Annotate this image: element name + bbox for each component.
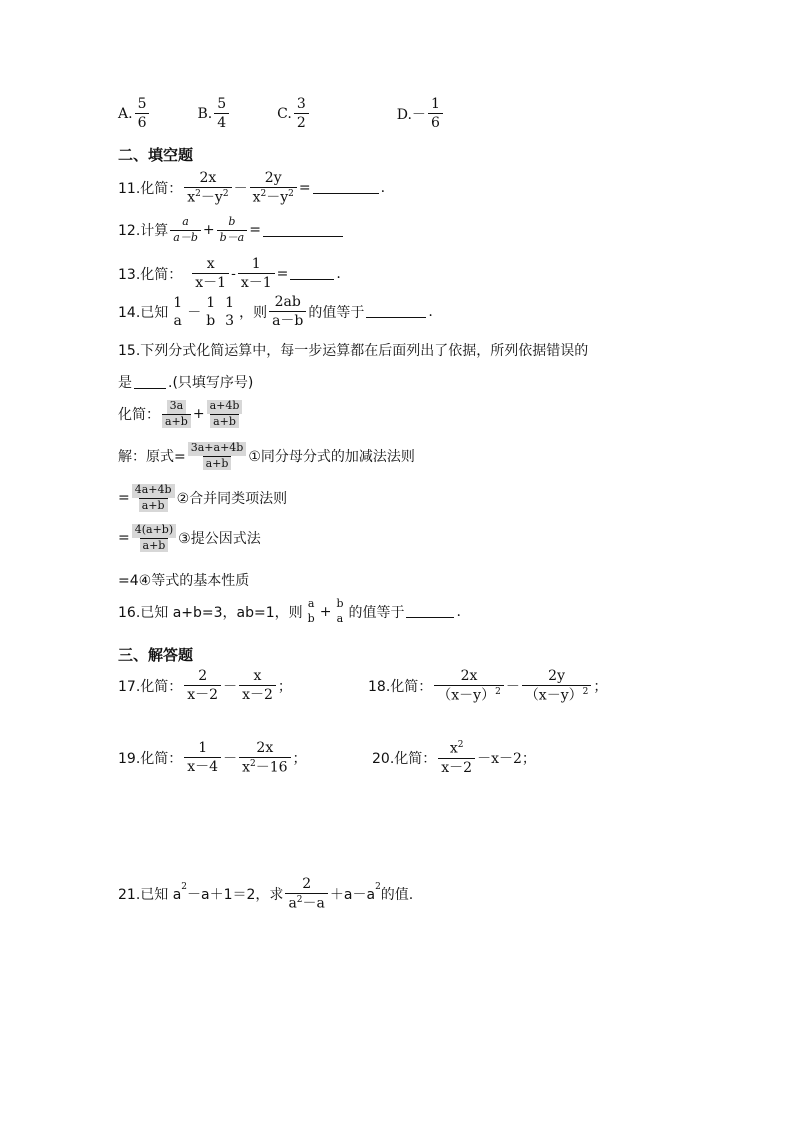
answer-blank[interactable] [366,305,426,318]
choice-b-fraction: $\frac{5}{4}$ [214,96,229,131]
q12-fraction-1: $\frac{a}{a-b}$ [170,216,201,244]
answer-blank[interactable] [290,267,334,280]
section-solve-heading: 三、解答题 [118,646,194,664]
question-18: 18.化简： $\frac{2x}{(x-y)^2}$ － $\frac{2y}{(x-y)^2}$ ； [368,668,608,704]
question-20: 20.化简： $\frac{x^2}{x-2}$ －x－2； [372,740,536,776]
question-21: 21.已知 a $^2$ －a＋1＝2，求 $\frac{2}{a^2-a}$ ＋a－a $^2$ 的值. [118,876,414,912]
q17-fraction-1: $\frac{2}{x-2}$ [184,668,221,703]
answer-blank[interactable] [263,224,343,237]
choice-d-label: D.－ [396,106,426,123]
q19-fraction-1: $\frac{1}{x-4}$ [184,740,221,775]
question-16: 16.已知 a+b=3，ab=1，则 a b + b a 的值等于 . [118,597,461,625]
question-15-expression: 化简： $\frac{3a}{a+b}$ + $\frac{a+4b}{a+b}$ [118,400,244,428]
q12-fraction-2: $\frac{b}{b-a}$ [217,216,248,244]
q15-step-3-fraction: $\frac{4(a+b)}{a+b}$ [132,524,176,552]
question-14: 14.已知 1 a － 1 b 1 3 ，则 $\frac{2ab}{a-b}$ 的值等于 . [118,294,433,330]
q16-fraction-1: a b [307,597,315,625]
q14-fraction-2: 1 b [206,294,216,329]
q14-fraction-4: $\frac{2ab}{a-b}$ [269,294,306,329]
q13-fraction-1: $\frac{x}{x-1}$ [192,256,229,291]
question-13: 13.化简： $\frac{x}{x-1}$ - $\frac{1}{x-1}$ = . [118,256,341,292]
q18-fraction-2: $\frac{2y}{(x-y)^2}$ [522,668,592,704]
choice-a-fraction: $\frac{5}{6}$ [135,96,150,131]
q15-step-2-fraction: $\frac{4a+4b}{a+b}$ [132,484,175,512]
q20-fraction-1: $\frac{x^2}{x-2}$ [438,740,475,776]
choice-a-label: A. [118,105,133,122]
choice-d-fraction: $\frac{1}{6}$ [428,96,443,131]
answer-blank[interactable] [134,376,166,389]
answer-blank[interactable] [406,605,454,618]
q14-fraction-1: 1 a [173,294,183,329]
q15-fraction-1: $\frac{3a}{a+b}$ [162,400,191,428]
question-19: 19.化简： $\frac{1}{x-4}$ － $\frac{2x}{x^2-16}$ ； [118,740,307,776]
question-11: 11.化简： $\frac{2x}{x^2-y^2}$ － $\frac{2y}{x^2-y^2}$ = . [118,170,386,206]
q11-fraction-1: $\frac{2x}{x^2-y^2}$ [184,170,231,206]
q15-step-1-fraction: $\frac{3a+a+4b}{a+b}$ [188,442,247,470]
q19-fraction-2: $\frac{2x}{x^2-16}$ [239,740,290,776]
q21-fraction: $\frac{2}{a^2-a}$ [285,876,327,912]
q15-step-1: 解：原式= $\frac{3a+a+4b}{a+b}$ ①同分母分式的加减法法则 [118,441,415,470]
q15-step-4: =4④等式的基本性质 [118,573,250,589]
answer-blank[interactable] [313,181,379,194]
question-15-line-2: 是 .(只填写序号) [118,375,254,391]
question-12: 12.计算 $\frac{a}{a-b}$ + $\frac{b}{b-a}$ = [118,216,345,244]
q14-fraction-3: 1 3 [225,294,235,329]
section-fill-blank-heading: 二、填空题 [118,146,194,164]
choice-c-fraction: $\frac{3}{2}$ [294,96,309,131]
q11-fraction-2: $\frac{2y}{x^2-y^2}$ [250,170,297,206]
question-17: 17.化简： $\frac{2}{x-2}$ － $\frac{x}{x-2}$ ； [118,668,292,704]
question-15-line-1: 15.下列分式化简运算中，每一步运算都在后面列出了依据，所列依据错误的 [118,343,589,359]
q13-fraction-2: $\frac{1}{x-1}$ [238,256,275,291]
choice-c-label: C. [277,105,292,122]
q15-fraction-2: $\frac{a+4b}{a+b}$ [207,400,243,428]
q16-fraction-2: b a [336,597,344,625]
q15-step-2: = $\frac{4a+4b}{a+b}$ ②合并同类项法则 [118,483,288,512]
choices-row [118,96,445,131]
q15-step-3: = $\frac{4(a+b)}{a+b}$ ③提公因式法 [118,523,261,552]
choice-b-label: B. [197,105,213,122]
q17-fraction-2: $\frac{x}{x-2}$ [239,668,276,703]
q18-fraction-1: $\frac{2x}{(x-y)^2}$ [434,668,504,704]
